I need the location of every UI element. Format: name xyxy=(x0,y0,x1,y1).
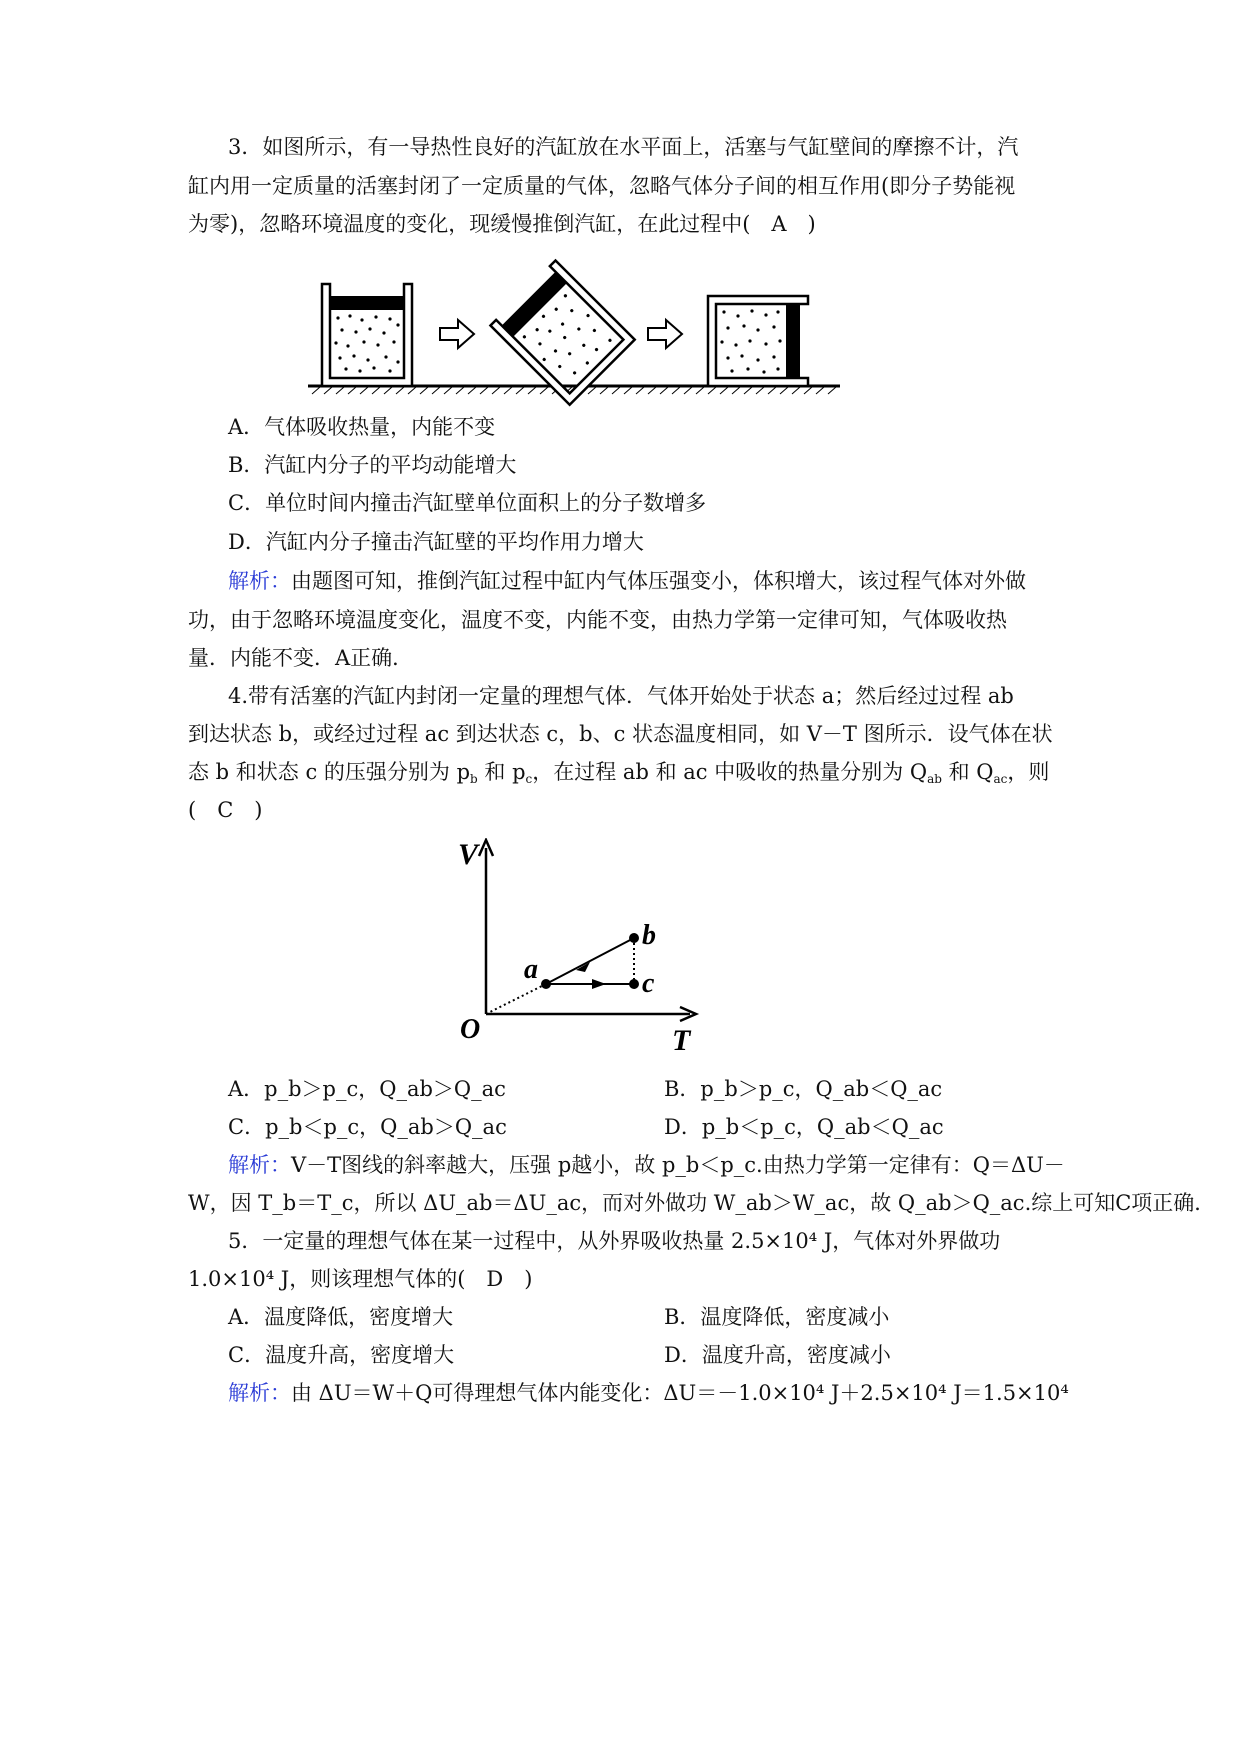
q3-option-c: C．单位时间内撞击汽缸壁单位面积上的分子数增多 xyxy=(228,491,707,515)
point-c-label: c xyxy=(642,968,655,999)
q4-stem-part: 和 p xyxy=(477,760,526,784)
q5-analysis-line1 xyxy=(228,1379,1098,1407)
q4-stem-part: 和 Q xyxy=(941,760,994,784)
q5-analysis-text: 由 ΔU＝W＋Q可得理想气体内能变化：ΔU＝－1.0×10⁴ J＋2.5×10⁴ J＝1.5×10⁴ xyxy=(291,1381,1069,1405)
q5-stem-line2: 1.0×10⁴ J，则该理想气体的( D ) xyxy=(188,1267,533,1291)
analysis-label: 解析： xyxy=(228,1381,291,1405)
analysis-label: 解析： xyxy=(228,569,291,593)
q5-option-a: A．温度降低，密度增大 xyxy=(228,1305,454,1329)
q3-analysis-line2: 功，由于忽略环境温度变化，温度不变，内能不变，由热力学第一定律可知，气体吸收热 xyxy=(188,608,1007,632)
q4-option-a: A．p_b＞p_c，Q_ab＞Q_ac xyxy=(228,1077,506,1101)
q4-stem-line3: 态 b 和状态 c 的压强分别为 $p_b$ 和 $p_c$，在过程 ab 和 ac 中吸收的热量分别为 $Q_{ab}$ 和 $Q_{ac}$，则 xyxy=(188,760,1050,786)
q3-analysis-line3: 量．内能不变．A正确． xyxy=(188,646,414,670)
q4-stem-part: ，在过程 ab 和 ac 中吸收的热量分别为 Q xyxy=(532,760,928,784)
q3-stem-line3: 为零)，忽略环境温度的变化，现缓慢推倒汽缸，在此过程中( A ) xyxy=(188,212,816,236)
q3-analysis-text: 由题图可知，推倒汽缸过程中缸内气体压强变小，体积增大，该过程气体对外做 xyxy=(291,569,1026,593)
q5-option-b: B．温度降低，密度减小 xyxy=(664,1305,890,1329)
vt-graph xyxy=(450,838,710,1058)
q4-option-d: D．p_b＜p_c，Q_ab＜Q_ac xyxy=(664,1115,944,1139)
q5-option-d: D．温度升高，密度减小 xyxy=(664,1343,891,1367)
cylinder-figure xyxy=(300,250,860,410)
q3-stem-line2: 缸内用一定质量的活塞封闭了一定质量的气体，忽略气体分子间的相互作用(即分子势能视 xyxy=(188,174,1016,198)
origin-label: O xyxy=(460,1014,481,1045)
q5-stem-line1: 5．一定量的理想气体在某一过程中，从外界吸收热量 2.5×10⁴ J，气体对外界做功 xyxy=(228,1229,1001,1253)
q4-analysis-text: V－T图线的斜率越大，压强 p越小，故 p_b＜p_c.由热力学第一定律有：Q＝ΔU－ xyxy=(291,1153,1065,1177)
point-b-label: b xyxy=(642,920,656,951)
q3-option-b: B．汽缸内分子的平均动能增大 xyxy=(228,453,517,477)
x-axis-label: T xyxy=(672,1024,691,1057)
q3-analysis-line1 xyxy=(228,567,1098,595)
q4-stem-part: 态 b 和状态 c 的压强分别为 p xyxy=(188,760,471,784)
y-axis-label: V xyxy=(458,838,479,871)
q4-answer-line: ( C ) xyxy=(188,798,263,822)
q3-option-d: D．汽缸内分子撞击汽缸壁的平均作用力增大 xyxy=(228,530,644,554)
q4-stem-line2: 到达状态 b，或经过过程 ac 到达状态 c，b、c 状态温度相同，如 V－T 图所示．设气体在状 xyxy=(188,722,1053,746)
q4-stem-part: ，则 xyxy=(1007,760,1050,784)
q4-option-b: B．p_b＞p_c，Q_ab＜Q_ac xyxy=(664,1077,943,1101)
q4-analysis-line2: W，因 T_b＝T_c，所以 ΔU_ab＝ΔU_ac，而对外做功 W_ab＞W_ac，故 Q_ab＞Q_ac.综上可知C项正确． xyxy=(188,1191,1216,1215)
analysis-label: 解析： xyxy=(228,1153,291,1177)
q4-stem-line1: 4.带有活塞的汽缸内封闭一定量的理想气体．气体开始处于状态 a；然后经过过程 ab xyxy=(228,684,1014,708)
q4-analysis-line1 xyxy=(228,1151,1098,1179)
point-a-label: a xyxy=(524,954,538,985)
q3-option-a: A．气体吸收热量，内能不变 xyxy=(228,415,496,439)
q5-option-c: C．温度升高，密度增大 xyxy=(228,1343,455,1367)
q3-stem-line1: 3．如图所示，有一导热性良好的汽缸放在水平面上，活塞与气缸壁间的摩擦不计，汽 xyxy=(228,135,1019,159)
q4-option-c: C．p_b＜p_c，Q_ab＞Q_ac xyxy=(228,1115,507,1139)
